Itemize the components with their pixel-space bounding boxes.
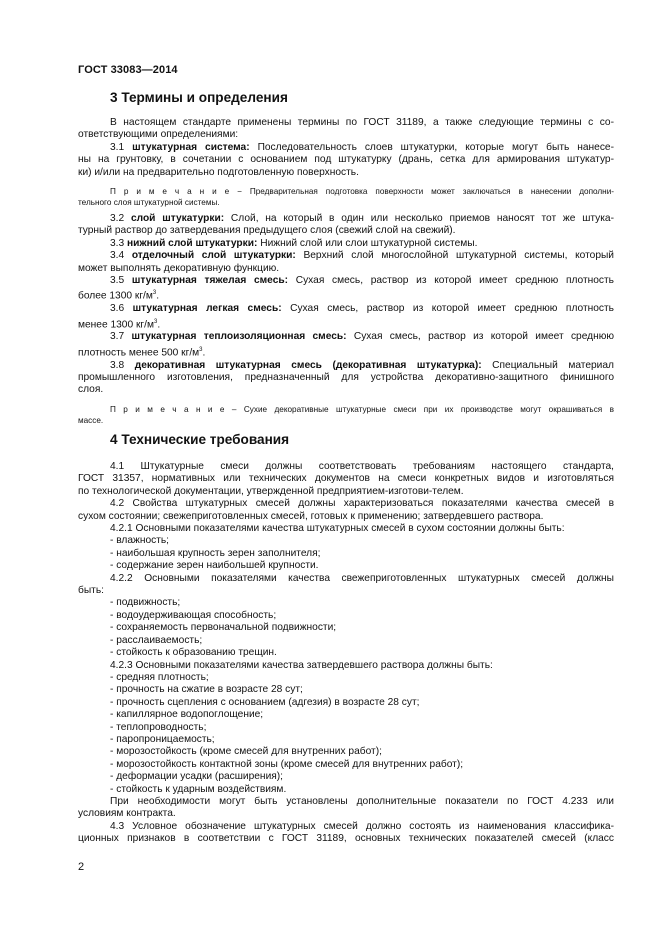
list-item: - морозостойкость контактной зоны (кроме смесей для внутренних работ);	[110, 758, 464, 770]
para-4-2-2: 4.2.2 Основными показателями качества свежеприготовленных штукатурных смесей должны	[110, 572, 614, 584]
note-2: П р и м е ч а н и е – Сухие декоративные штукатурные смеси при их производстве могут окрашиваться в	[110, 404, 614, 414]
list-item: - стойкость к ударным воздействиям.	[110, 783, 287, 795]
para-4-2: 4.2 Свойства штукатурных смесей должны характеризоваться показателями качества смесей в	[110, 498, 614, 510]
para-4-1: 4.1 Штукатурные смеси должны соответствовать требованиям настоящего стандарта,	[110, 461, 614, 472]
term-3-7: 3.7 штукатурная теплоизоляционная смесь: Сухая смесь, раствор из которой имеет среднюю	[110, 331, 614, 343]
term-3-8: 3.8 декоративная штукатурная смесь (декоративная штукатурка): Специальный материал	[110, 359, 614, 371]
term-3-8-line3: слоя.	[78, 384, 104, 396]
list-item: - морозостойкость (кроме смесей для внутренних работ);	[110, 746, 382, 758]
term-3-4-line2: может выполнять декоративную функцию.	[78, 262, 280, 274]
section-3-heading: 3 Термины и определения	[110, 90, 288, 105]
list-item: - водоудерживающая способность;	[110, 609, 277, 621]
note-1: П р и м е ч а н и е − Предварительная подготовка поверхности может заключаться в нанесении дополни-	[110, 187, 615, 197]
term-3-2: 3.2 слой штукатурки: Слой, на который в один или несколько приемов наносят тот же штука-	[110, 213, 614, 225]
list-item: - влажность;	[110, 535, 170, 547]
term-3-1-line2: ны на грунтовку, в сочетании с основанием под штукатурку (дрань, сетка для армирования штукатур-	[78, 154, 614, 166]
list-item: - деформации усадки (расширения);	[110, 771, 283, 783]
additional-indicators-line2: условиям контракта.	[78, 808, 176, 820]
list-item: - сохраняемость первоначальной подвижности;	[110, 622, 337, 634]
term-3-1-line3: ки) и/или на предварительно подготовленную поверхность.	[78, 166, 359, 178]
list-item: - средняя плотность;	[110, 671, 209, 683]
term-3-1-name: штукатурная система:	[132, 141, 250, 153]
term-3-2-line2: турный раствор до затвердевания предыдущего слоя (свежий слой на свежий).	[78, 225, 456, 237]
term-3-7-line2: плотность менее 500 $кг/м^3$.	[78, 346, 206, 359]
para-4-3-line2: ционных признаков в соответствии с ГОСТ 31189, основных технических показателей смесей (класс	[78, 833, 614, 845]
para-4-1-line2: ГОСТ 31357, нормативных или технических документов на смеси конкретных видов и изготовляться	[78, 473, 614, 485]
list-item: - содержание зерен наибольшей крупности.	[110, 560, 319, 572]
para-4-3: 4.3 Условное обозначение штукатурных смесей должно состоять из наименования классифика-	[110, 820, 614, 832]
term-3-1: 3.1 штукатурная система: Последовательность слоев штукатурки, которые могут быть нанесе-	[110, 141, 614, 153]
term-3-5: 3.5 штукатурная тяжелая смесь: Сухая смесь, раствор из которой имеет среднюю плотность	[110, 275, 614, 287]
section-4-heading: 4 Технические требования	[110, 432, 290, 447]
term-3-5-line2: более 1300 $кг/м^3$.	[78, 290, 160, 302]
para-4-2-2-line2: быть:	[78, 585, 104, 597]
list-item: - теплопроводность;	[110, 721, 207, 733]
para-4-2-1: 4.2.1 Основными показателями качества штукатурных смесей в сухом состоянии должны быть:	[110, 523, 565, 535]
term-3-3: 3.3 нижний слой штукатурки: Нижний слой или слои штукатурной системы.	[110, 237, 478, 249]
list-item: - наибольшая крупность зерен заполнителя;	[110, 547, 321, 559]
intro-paragraph-line1: В настоящем стандарте применены термины по ГОСТ 31189, а также следующие термины с со-	[110, 117, 614, 128]
term-3-6: 3.6 штукатурная легкая смесь: Сухая смесь, раствор из которой имеет среднюю плотность	[110, 303, 614, 315]
document-header: ГОСТ 33083—2014	[78, 64, 178, 76]
list-item: - расслаиваемость;	[110, 634, 203, 646]
section-4-body	[78, 461, 614, 846]
term-3-4: 3.4 отделочный слой штукатурки: Верхний слой многослойной штукатурной системы, который	[110, 250, 615, 262]
intro-paragraph-line2: ответствующими определениями:	[78, 129, 239, 141]
section-3-body	[78, 117, 614, 426]
list-item: - капиллярное водопоглощение;	[110, 709, 264, 721]
para-4-1-line3: по технологической документации, утвержденной предприятием-изготови-телем.	[78, 485, 464, 497]
term-3-8-line2: промышленного изготовления, предназначенный для устройства декоративно-защитного финишного	[78, 372, 614, 384]
list-item: - прочность сцепления с основанием (адгезия) в возрасте 28 сут;	[110, 696, 420, 708]
list-item: - подвижность;	[110, 597, 181, 609]
hardened-mortar-list	[78, 672, 614, 796]
list-item: - прочность на сжатие в возрасте 28 сут;	[110, 684, 303, 696]
dry-state-list	[78, 535, 614, 572]
list-item: - стойкость к образованию трещин.	[110, 647, 277, 659]
term-3-6-line2: менее 1300 $кг/м^3$.	[78, 318, 161, 331]
page-number: 2	[78, 861, 85, 873]
list-item: - паропроницаемость;	[110, 733, 215, 745]
fresh-mix-list	[78, 597, 614, 659]
para-4-2-3: 4.2.3 Основными показателями качества затвердевшего раствора должны быть:	[110, 659, 493, 671]
para-4-2-line2: сухом состоянии; свежеприготовленных смесей, готовых к применению; затвердевшего раствора.	[78, 510, 544, 522]
note-2-line2: массе.	[78, 415, 104, 425]
additional-indicators: При необходимости могут быть установлены дополнительные показатели по ГОСТ 4.233 или	[110, 795, 614, 807]
note-1-line2: тельного слоя штукатурной системы.	[78, 198, 220, 208]
